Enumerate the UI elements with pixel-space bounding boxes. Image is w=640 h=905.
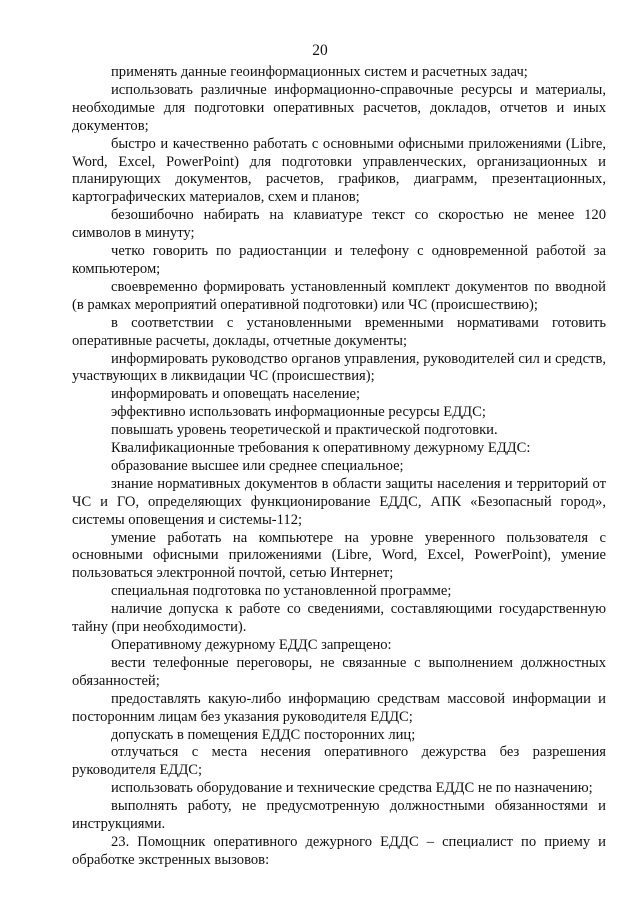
paragraph: знание нормативных документов в области защиты населения и территорий от ЧС и ГО, определяющих функционирование ЕДДС, АПК «Безопасный город», системы оповещения и системы-112; <box>72 475 606 528</box>
section-heading: Квалификационные требования к оперативному дежурному ЕДДС: <box>111 440 531 457</box>
paragraph: информировать и оповещать население; <box>111 386 361 403</box>
paragraph: образование высшее или среднее специальное; <box>111 457 404 474</box>
paragraph: повышать уровень теоретической и практической подготовки. <box>111 422 498 439</box>
paragraph: применять данные геоинформационных систем и расчетных задач; <box>111 64 528 80</box>
paragraph: допускать в помещения ЕДДС посторонних лиц; <box>111 726 416 743</box>
paragraph: информировать руководство органов управления, руководителей сил и средств, участвующих в ликвидации ЧС (происшествия); <box>72 350 606 385</box>
numbered-item: 23. Помощник оперативного дежурного ЕДДС – специалист по приему и обработке экстренных вызовов: <box>72 833 606 868</box>
paragraph: своевременно формировать установленный комплект документов по вводной (в рамках мероприятий оперативной подготовки) или ЧС (происшествию); <box>72 278 606 313</box>
paragraph: быстро и качественно работать с основными офисными приложениями (Libre, Word, Excel, PowerPoint) для подготовки управленческих, организационных и планирующих документов, расчетов, графиков, диаграмм, презентационных, картографических материалов, схем и планов; <box>72 135 606 206</box>
paragraph: в соответствии с установленными временными нормативами готовить оперативные расчеты, доклады, отчетные документы; <box>72 314 606 349</box>
paragraph: безошибочно набирать на клавиатуре текст со скоростью не менее 120 символов в минуту; <box>72 207 606 242</box>
paragraph: использовать различные информационно-справочные ресурсы и материалы, необходимые для подготовки оперативных расчетов, докладов, отчетов и иных документов; <box>72 81 606 134</box>
paragraph: специальная подготовка по установленной программе; <box>111 583 452 600</box>
paragraph: эффективно использовать информационные ресурсы ЕДДС; <box>111 404 486 421</box>
paragraph: четко говорить по радиостанции и телефону с одновременной работой за компьютером; <box>72 243 606 277</box>
paragraph: умение работать на компьютере на уровне уверенного пользователя с основными офисными приложениями (Libre, Word, Excel, PowerPoint), умение пользоваться электронной почтой, сетью Интернет; <box>72 529 606 582</box>
page-number: 20 <box>312 42 328 59</box>
section-heading: Оперативному дежурному ЕДДС запрещено: <box>111 637 392 653</box>
paragraph: наличие допуска к работе со сведениями, составляющими государственную тайну (при необходимости). <box>72 601 606 636</box>
paragraph: отлучаться с места несения оперативного дежурства без разрешения руководителя ЕДДС; <box>72 744 606 779</box>
document-body <box>72 64 606 870</box>
paragraph: выполнять работу, не предусмотренную должностными обязанностями и инструкциями. <box>72 798 606 833</box>
paragraph: вести телефонные переговоры, не связанные с выполнением должностных обязанностей; <box>72 654 606 689</box>
paragraph: использовать оборудование и технические средства ЕДДС не по назначению; <box>111 780 593 797</box>
paragraph: предоставлять какую-либо информацию средствам массовой информации и посторонним лицам без указания руководителя ЕДДС; <box>72 690 606 725</box>
